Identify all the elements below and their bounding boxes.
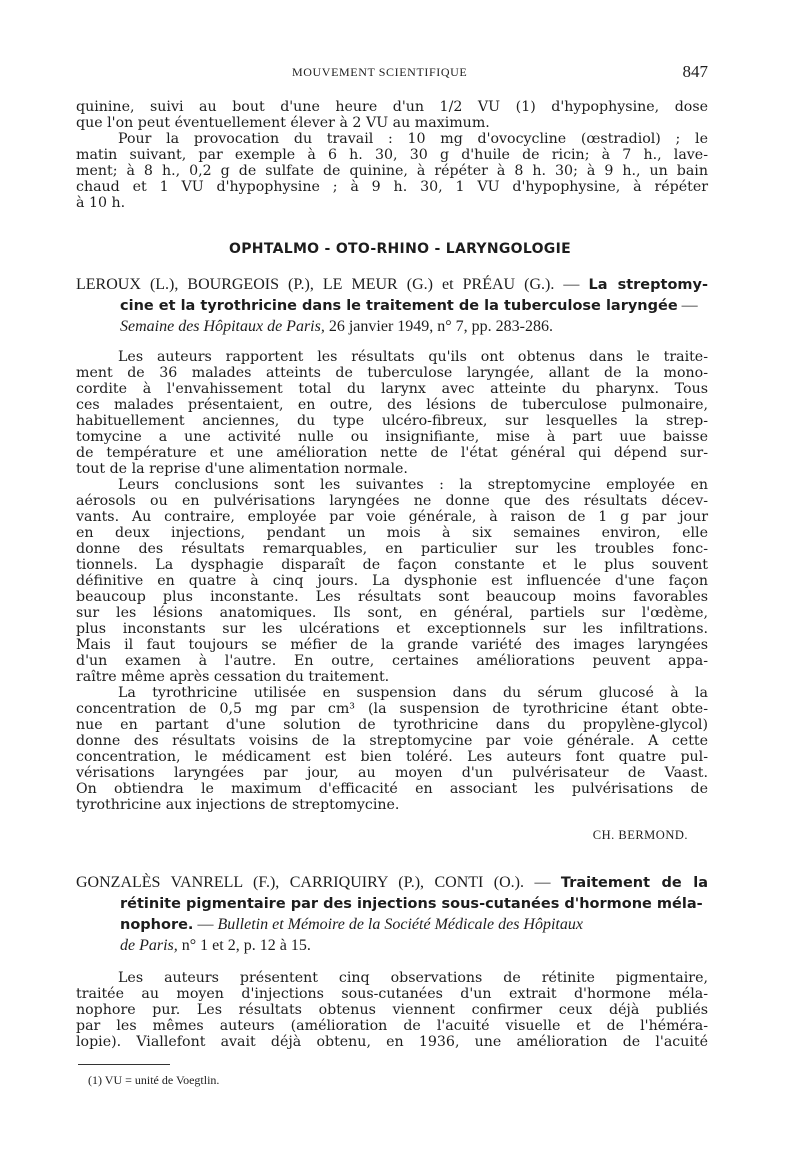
reference-line — [76, 274, 708, 295]
body-line: tomycine a une activité nulle ou insignifiante, mise à part uue baisse — [76, 429, 708, 445]
body-line: vants. Au contraire, employée par voie générale, à raison de 1 g par jour — [76, 509, 708, 525]
reference-line — [76, 935, 708, 956]
article1-reference — [76, 274, 708, 337]
article2-reference — [76, 872, 708, 956]
article2-journal-part1: Bulletin et Mémoire de la Société Médicale des Hôpitaux — [217, 916, 583, 933]
article2-title-part3: nophore. — [120, 917, 194, 933]
body-line: cordite à l'envahissement total du larynx avec atteinte du pharynx. Tous — [76, 381, 708, 397]
reference-line — [76, 295, 708, 316]
body-line: habituellement anciennes, du type ulcéro-fibreux, sur lesquelles la strep- — [76, 413, 708, 429]
body-line: On obtiendra le maximum d'efficacité en associant les pulvérisations de — [76, 781, 708, 797]
body-line: tyrothricine aux injections de streptomycine. — [76, 797, 400, 813]
intro-paragraph — [76, 99, 708, 211]
body-line: concentration de 0,5 mg par cm³ (la suspension de tyrothricine étant obte- — [76, 701, 708, 717]
intro-line: matin suivant, par exemple à 6 h. 30, 30 g d'huile de ricin; à 7 h., lave- — [76, 147, 708, 163]
body-line: nue en partant d'une solution de tyrothricine dans du propylène-glycol) — [76, 717, 708, 733]
article1-authors: LEROUX (L.), BOURGEOIS (P.), LE MEUR (G.) et PRÉAU (G.). — — [76, 276, 580, 293]
body-line: en deux injections, pendant un mois à six semaines environ, elle — [76, 525, 708, 541]
body-line: Mais il faut toujours se méfier de la grande variété des images laryngées — [76, 637, 708, 653]
reference-line — [76, 893, 708, 914]
signature: CH. BERMOND. — [592, 828, 688, 842]
article1-dash: — — [677, 297, 698, 314]
reference-line — [76, 914, 708, 935]
article2-dash: — — [193, 916, 214, 933]
article2-journal-part2: de Paris, — [120, 937, 178, 954]
body-line: définitive en quatre à cinq jours. La dysphonie est influencée d'une façon — [76, 573, 708, 589]
body-line: donne des résultats voisins de la streptomycine par voie générale. A cette — [76, 733, 708, 749]
footnote: (1) VU = unité de Voegtlin. — [88, 1073, 220, 1087]
intro-line: quinine, suivi au bout d'une heure d'un 1/2 VU (1) d'hypophysine, dose — [76, 99, 708, 115]
body-line: sur les lésions anatomiques. Ils sont, en général, partiels sur l'œdème, — [76, 605, 708, 621]
article2-title-part1: Traitement de la — [560, 875, 708, 891]
body-line: La tyrothricine utilisée en suspension dans du sérum glucosé à la — [118, 685, 708, 701]
intro-line: Pour la provocation du travail : 10 mg d'ovocycline (œstradiol) ; le — [118, 131, 708, 147]
body-line: nophore pur. Les résultats obtenus viennent confirmer ceux déjà publiés — [76, 1002, 708, 1018]
body-line: traitée au moyen d'injections sous-cutanées d'un extrait d'hormone méla- — [76, 986, 708, 1002]
article2-citation: n° 1 et 2, p. 12 à 15. — [177, 937, 311, 954]
article1-title-part2: cine et la tyrothricine dans le traitement de la tuberculose laryngée — [120, 298, 678, 314]
article2-title-part2: rétinite pigmentaire par des injections sous-cutanées d'hormone méla- — [120, 896, 703, 912]
body-line: de température et une amélioration nette de l'état général qui dépend sur- — [76, 445, 708, 461]
body-line: d'un examen à l'autre. En outre, certaines améliorations peuvent appa- — [76, 653, 708, 669]
body-line: Les auteurs présentent cinq observations de rétinite pigmentaire, — [118, 970, 708, 986]
body-line: Leurs conclusions sont les suivantes : la streptomycine employée en — [118, 477, 708, 493]
body-line: raître même après cessation du traitement. — [76, 669, 390, 685]
footnote-rule — [78, 1064, 170, 1065]
article2-authors: GONZALÈS VANRELL (F.), CARRIQUIRY (P.), CONTI (O.). — — [76, 874, 551, 891]
reference-line — [76, 872, 708, 893]
body-line: plus inconstants sur les ulcérations et exceptionnels sur les infiltrations. — [76, 621, 708, 637]
page-header — [76, 62, 708, 84]
body-line: tionnels. La dysphagie disparaît de façon constante et le plus souvent — [76, 557, 708, 573]
running-title: MOUVEMENT SCIENTIFIQUE — [292, 65, 468, 79]
article1-title-part1: La streptomy- — [588, 277, 708, 293]
article1-citation: 26 janvier 1949, n° 7, pp. 283-286. — [324, 318, 554, 335]
body-line: aérosols ou en pulvérisations laryngées ne donne que des résultats décev- — [76, 493, 708, 509]
body-line: par les mêmes auteurs (amélioration de l'acuité visuelle et de l'héméra- — [76, 1018, 708, 1034]
body-line: Les auteurs rapportent les résultats qu'ils ont obtenus dans le traite- — [118, 349, 708, 365]
reference-line — [76, 316, 708, 337]
body-line: tout de la reprise d'une alimentation normale. — [76, 461, 408, 477]
page-number: 847 — [682, 62, 708, 81]
intro-line: que l'on peut éventuellement élever à 2 VU au maximum. — [76, 115, 490, 131]
article2-body — [76, 970, 708, 1050]
body-line: ces malades présentaient, en outre, des lésions de tuberculose pulmonaire, — [76, 397, 708, 413]
article1-journal: Semaine des Hôpitaux de Paris, — [120, 318, 325, 335]
intro-line: chaud et 1 VU d'hypophysine ; à 9 h. 30, 1 VU d'hypophysine, à répéter — [76, 179, 708, 195]
section-title: OPHTALMO - OTO-RHINO - LARYNGOLOGIE — [229, 241, 571, 257]
body-line: beaucoup plus inconstante. Les résultats sont beaucoup moins favorables — [76, 589, 708, 605]
intro-line: ment; à 8 h., 0,2 g de sulfate de quinine, à répéter à 8 h. 30; à 9 h., un bain — [76, 163, 708, 179]
intro-line: à 10 h. — [76, 195, 126, 211]
body-line: lopie). Viallefont avait déjà obtenu, en 1936, une amélioration de l'acuité — [76, 1034, 708, 1050]
body-line: vérisations laryngées par jour, au moyen d'un pulvérisateur de Vaast. — [76, 765, 708, 781]
body-line: donne des résultats remarquables, en particulier sur les troubles fonc- — [76, 541, 708, 557]
body-line: ment de 36 malades atteints de tuberculose laryngée, allant de la mono- — [76, 365, 708, 381]
body-line: concentration, le médicament est bien toléré. Les auteurs font quatre pul- — [76, 749, 708, 765]
article1-body — [76, 349, 708, 813]
